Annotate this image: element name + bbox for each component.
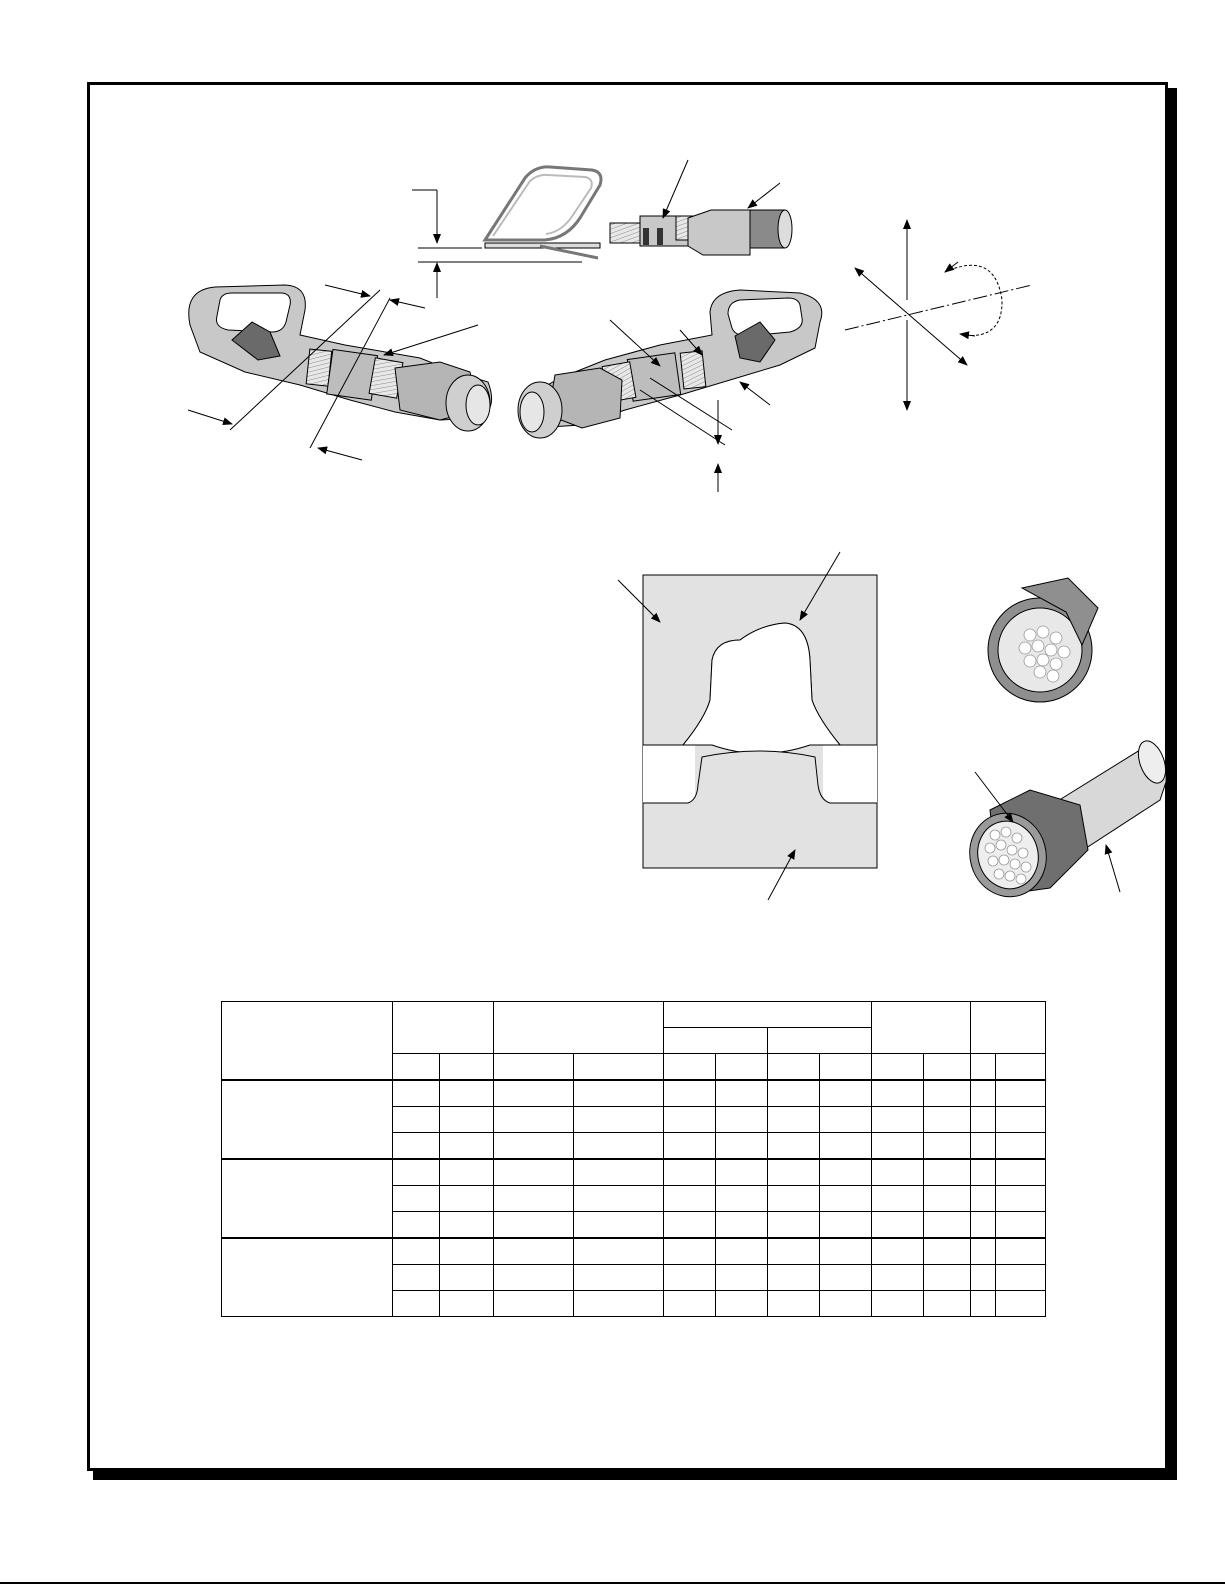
table-cell [440,1291,494,1317]
table-cell [996,1265,1046,1291]
table-cell [393,1265,440,1291]
header-cell [768,1028,872,1054]
table-row [222,1238,1046,1265]
header-cell [574,1054,664,1081]
table-body [222,1080,1046,1317]
table-cell [768,1291,820,1317]
table-cell [393,1212,440,1239]
table-cell [664,1212,716,1239]
table-cell [820,1186,872,1212]
table-cell [440,1159,494,1186]
table-cell [872,1291,924,1317]
table-cell [664,1186,716,1212]
table-cell [971,1238,996,1265]
table-cell [574,1291,664,1317]
table-cell [971,1080,996,1107]
table-cell [574,1186,664,1212]
table-cell [872,1080,924,1107]
header-cell [664,1054,716,1081]
table-cell [574,1159,664,1186]
table-cell [440,1133,494,1160]
table-cell [924,1291,971,1317]
table-cell [996,1159,1046,1186]
table-cell [494,1159,574,1186]
table-cell [924,1159,971,1186]
table-cell [664,1080,716,1107]
table-cell [440,1080,494,1107]
table-cell [393,1186,440,1212]
table-cell [820,1238,872,1265]
table-cell [716,1107,768,1133]
page-bottom-rule [0,1582,1225,1584]
table-cell [393,1107,440,1133]
table-cell [924,1107,971,1133]
table-cell [820,1212,872,1239]
header-cell [924,1054,971,1081]
header-cell [393,1054,440,1081]
table-cell [820,1080,872,1107]
header-cell [971,1054,996,1081]
table-cell [716,1238,768,1265]
table-cell [494,1265,574,1291]
table-cell [996,1212,1046,1239]
table-cell [393,1159,440,1186]
table-cell [716,1265,768,1291]
header-cell [996,1054,1046,1081]
table-cell [996,1291,1046,1317]
header-cell [494,1002,664,1054]
table-cell [971,1133,996,1160]
table-cell [494,1212,574,1239]
table-cell [664,1238,716,1265]
table-cell [924,1212,971,1239]
header-cell [393,1002,494,1054]
axis-diagram [845,220,1032,410]
table-cell [664,1107,716,1133]
table-cell [716,1080,768,1107]
table-cell [716,1291,768,1317]
table-cell [924,1080,971,1107]
header-cell [820,1054,872,1081]
table-cell [574,1133,664,1160]
table-cell [768,1265,820,1291]
table-cell [664,1291,716,1317]
die-cross-section [618,552,877,900]
table-cell [872,1212,924,1239]
table-cell [768,1133,820,1160]
left-iso-view [188,285,492,460]
table-cell [872,1265,924,1291]
table-cell [768,1080,820,1107]
wire-end-view [988,578,1098,702]
table-cell [664,1265,716,1291]
table-cell [996,1080,1046,1107]
table-cell [393,1080,440,1107]
side-view [412,160,792,298]
table-cell [820,1107,872,1133]
table-row [222,1080,1046,1107]
table-cell [494,1291,574,1317]
header-cell [872,1002,971,1054]
table-cell [574,1265,664,1291]
header-cell [872,1054,924,1081]
table-cell [768,1159,820,1186]
table-row [222,1159,1046,1186]
table-cell [768,1186,820,1212]
table-cell [820,1159,872,1186]
table-cell [440,1107,494,1133]
table-cell [716,1186,768,1212]
group-label-cell [222,1238,393,1317]
table-cell [393,1133,440,1160]
table-cell [996,1133,1046,1160]
table-cell [664,1159,716,1186]
table-cell [393,1291,440,1317]
table-cell [574,1212,664,1239]
table-cell [820,1291,872,1317]
header-cell [494,1054,574,1081]
table-cell [440,1265,494,1291]
table-cell [924,1238,971,1265]
table-cell [716,1159,768,1186]
header-cell [664,1002,872,1028]
table-cell [820,1265,872,1291]
spec-table [221,1001,1046,1317]
table-cell [872,1133,924,1160]
header-cell [768,1054,820,1081]
table-cell [971,1212,996,1239]
header-cell [971,1002,1046,1054]
header-cell [664,1028,768,1054]
table-cell [924,1133,971,1160]
table-cell [494,1133,574,1160]
table-cell [924,1265,971,1291]
table-cell [996,1107,1046,1133]
right-iso-view [518,290,822,492]
header-cell [716,1054,768,1081]
wire-iso-view [960,737,1170,905]
table-cell [768,1212,820,1239]
table-cell [494,1186,574,1212]
table-cell [820,1133,872,1160]
table-cell [971,1186,996,1212]
header-cell [222,1002,393,1081]
header-cell [440,1054,494,1081]
table-cell [971,1265,996,1291]
table-cell [716,1212,768,1239]
table-cell [440,1238,494,1265]
table-cell [872,1186,924,1212]
table-cell [872,1159,924,1186]
table-cell [494,1107,574,1133]
table-cell [971,1291,996,1317]
table-cell [574,1238,664,1265]
table-cell [393,1238,440,1265]
table-cell [872,1238,924,1265]
table-cell [996,1238,1046,1265]
table-cell [494,1080,574,1107]
group-label-cell [222,1080,393,1159]
table-cell [664,1133,716,1160]
table-cell [574,1080,664,1107]
table-cell [574,1107,664,1133]
table-cell [440,1212,494,1239]
table-cell [872,1107,924,1133]
table-cell [768,1107,820,1133]
table-cell [768,1238,820,1265]
table-cell [440,1186,494,1212]
table-cell [971,1159,996,1186]
table-cell [924,1186,971,1212]
table-cell [996,1186,1046,1212]
group-label-cell [222,1159,393,1238]
table-cell [971,1107,996,1133]
table-cell [494,1238,574,1265]
table-cell [716,1133,768,1160]
